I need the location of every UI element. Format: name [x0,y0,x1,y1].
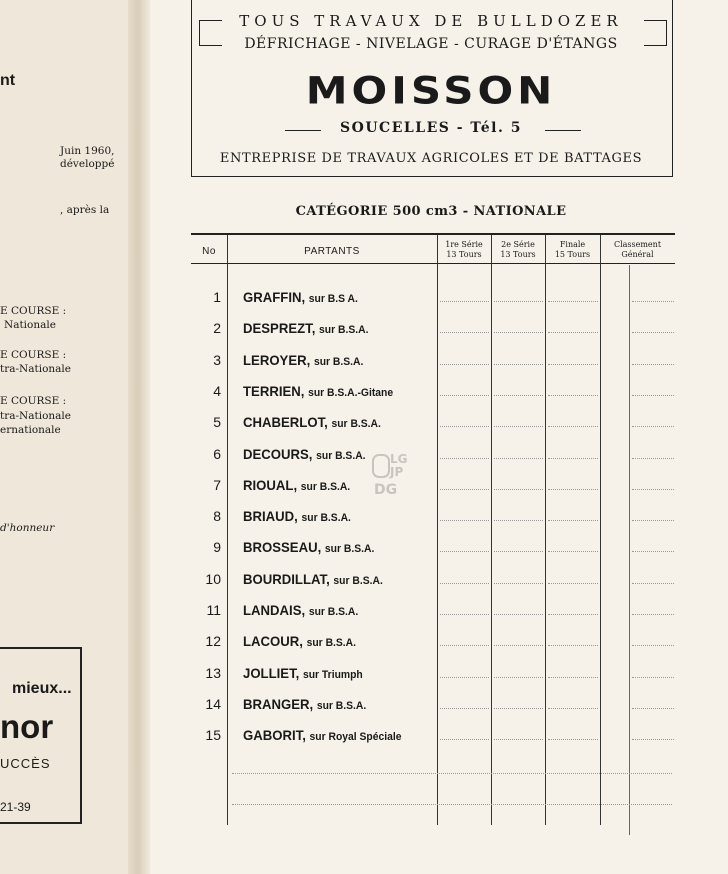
row-number: 6 [213,446,221,462]
header-serie2-name: 2e Série [501,240,535,249]
score-cell-line [440,708,489,709]
score-cell-line [494,583,543,584]
rider-machine: sur B.S.A. [324,543,375,555]
score-cell-line [494,489,543,490]
score-cell-line [494,708,543,709]
score-cell-line [548,426,598,427]
rider-machine: sur B.S.A. [313,356,364,368]
row-number: 10 [205,571,221,587]
score-cell-line [632,458,674,459]
score-cell-line [440,332,489,333]
table-row [243,539,374,555]
score-cell-line [632,426,674,427]
score-cell-line [494,677,543,678]
table-row [243,352,363,368]
left-page [0,0,140,874]
rider-name: TERRIEN, [243,383,305,399]
rider-machine: sur Triumph [302,669,363,681]
honneur-fragment: d'honneur [0,522,55,534]
row-number: 13 [205,665,221,681]
rider-name: DECOURS, [243,446,313,462]
row-number: 4 [213,383,221,399]
score-cell-line [440,458,489,459]
header-serie1-name: 1re Série [445,240,483,249]
ad-brand: nor [0,708,54,745]
header-finale-name: Finale [559,240,586,249]
course2-type: tra-Nationale [0,363,71,375]
header-class-general: Général [621,250,654,259]
score-cell-line [440,739,489,740]
score-cell-line [548,645,598,646]
left-apres-fragment: , après la [60,204,110,216]
table-row [243,477,350,493]
watermark-line1: LG [390,452,408,466]
score-cell-line [494,614,543,615]
rider-machine: sur Royal Spéciale [309,731,402,743]
rider-name: LANDAIS, [243,602,306,618]
score-cell-line [494,520,543,521]
score-cell-line [632,551,674,552]
score-cell-line [440,645,489,646]
blank-entry-line [232,804,672,805]
score-cell-line [440,301,489,302]
ad-mieux: mieux... [12,680,72,697]
company-name: MOISSON [305,68,557,113]
bulldozer-line: TOUS TRAVAUX DE BULLDOZER [239,12,623,30]
left-date-fragment: Juin 1960, [60,145,115,157]
rider-name: GABORIT, [243,727,306,743]
table-row [243,602,358,618]
score-cell-line [440,520,489,521]
col-divider-no [227,235,228,825]
table-row [243,414,381,430]
col-divider-finale [600,235,601,825]
header-serie2 [491,240,545,260]
table-top-rule [191,233,675,235]
score-cell-line [548,708,598,709]
table-row [243,446,366,462]
score-cell-line [632,645,674,646]
score-cell-line [548,614,598,615]
course3-type2: ernationale [0,424,61,436]
course3-label: E COURSE : [0,395,67,407]
score-cell-line [632,739,674,740]
score-cell-line [440,426,489,427]
header-no: No [202,246,216,257]
rider-machine: sur B.S.A. [306,637,357,649]
col-divider-serie2 [545,235,546,825]
table-row [243,289,358,305]
row-number: 11 [206,602,221,618]
score-cell-line [548,739,598,740]
blank-entry-line [232,773,672,774]
watermark-figure [372,454,390,478]
col-divider-serie1 [491,235,492,825]
score-cell-line [632,520,674,521]
rider-machine: sur B.S.A. [319,324,369,336]
row-number: 14 [205,696,221,712]
table-row [243,571,383,587]
course1-label: E COURSE : [0,305,67,317]
table-row [243,696,366,712]
score-cell-line [494,645,543,646]
row-number: 1 [213,289,221,305]
rider-machine: sur B.S.A. [316,450,366,462]
rider-name: BRIAUD, [243,508,298,524]
left-dev-fragment: développé [60,158,115,170]
score-cell-line [548,301,598,302]
score-cell-line [440,583,489,584]
row-number: 2 [213,320,221,336]
rider-machine: sur B.S.A. [331,418,381,430]
score-cell-line [632,301,674,302]
row-number: 15 [205,727,221,743]
score-cell-line [440,395,489,396]
score-cell-line [632,583,674,584]
header-serie1 [437,240,491,260]
score-cell-line [440,489,489,490]
score-cell-line [548,395,598,396]
header-class-name: Classement [613,240,662,249]
rider-machine: sur B.S.A. [301,512,351,524]
score-cell-line [632,614,674,615]
rider-machine: sur B.S.A. [308,606,359,618]
course1-type: Nationale [4,319,56,331]
score-cell-line [440,364,489,365]
score-cell-line [494,395,543,396]
score-cell-line [632,395,674,396]
row-number: 9 [213,539,221,555]
score-cell-line [440,551,489,552]
score-cell-line [494,364,543,365]
score-cell-line [632,677,674,678]
left-title-fragment: nt [0,72,16,89]
score-cell-line [632,332,674,333]
header-partants: PARTANTS [304,246,360,257]
score-cell-line [440,614,489,615]
rider-name: RIOUAL, [243,477,298,493]
watermark-line2: JP [390,465,404,479]
watermark-stamp [368,450,416,506]
col-divider-class [629,265,630,835]
rider-name: CHABERLOT, [243,414,328,430]
services-line: DÉFRICHAGE - NIVELAGE - CURAGE D'ÉTANGS [244,36,618,52]
score-cell-line [494,458,543,459]
rider-name: DESPREZT, [243,320,316,336]
header-finale-tours: 15 Tours [554,250,591,259]
course2-label: E COURSE : [0,349,67,361]
category-title: CATÉGORIE 500 cm3 - NATIONALE [295,204,567,219]
rider-name: LEROYER, [243,352,311,368]
rider-machine: sur B.S.A. [333,575,383,587]
col-divider-partants [437,235,438,825]
score-cell-line [494,739,543,740]
score-cell-line [632,364,674,365]
table-row [243,320,368,336]
header-classement [600,240,675,260]
rider-name: BROSSEAU, [243,539,322,555]
score-cell-line [494,426,543,427]
score-cell-line [548,583,598,584]
rider-machine: sur B.S A. [308,293,358,305]
score-cell-line [440,677,489,678]
score-cell-line [548,677,598,678]
score-cell-line [548,489,598,490]
table-row [243,727,401,743]
header-finale [545,240,600,260]
row-number: 7 [213,477,221,493]
table-row [243,508,351,524]
header-serie2-tours: 13 Tours [500,250,536,259]
score-cell-line [494,551,543,552]
score-cell-line [548,458,598,459]
score-cell-line [548,332,598,333]
table-row [243,665,363,681]
rider-machine: sur B.S.A. [300,481,351,493]
row-number: 12 [205,633,221,649]
rider-name: GRAFFIN, [243,289,306,305]
row-number: 8 [213,508,221,524]
rider-name: BOURDILLAT, [243,571,330,587]
row-number: 3 [213,352,221,368]
rule-right [545,130,581,131]
header-serie1-tours: 13 Tours [446,250,482,259]
score-cell-line [494,332,543,333]
course3-type: tra-Nationale [0,410,71,422]
rider-machine: sur B.S.A.-Gitane [308,387,394,399]
score-cell-line [632,708,674,709]
table-row [243,633,356,649]
row-number: 5 [213,414,221,430]
score-cell-line [548,551,598,552]
ad-succes: UCCÈS [0,756,51,771]
location-phone: SOUCELLES - Tél. 5 [340,120,522,136]
watermark-line3: DG [374,482,398,498]
table-header-rule [191,263,675,264]
score-cell-line [632,489,674,490]
rider-machine: sur B.S.A. [316,700,367,712]
company-description: ENTREPRISE DE TRAVAUX AGRICOLES ET DE BATTAGES [219,151,643,166]
page-fold [128,0,150,874]
ad-phone: 21-39 [0,800,31,814]
rider-name: BRANGER, [243,696,314,712]
score-cell-line [494,301,543,302]
rider-name: JOLLIET, [243,665,300,681]
rider-name: LACOUR, [243,633,303,649]
score-cell-line [548,364,598,365]
table-row [243,383,393,399]
score-cell-line [548,520,598,521]
